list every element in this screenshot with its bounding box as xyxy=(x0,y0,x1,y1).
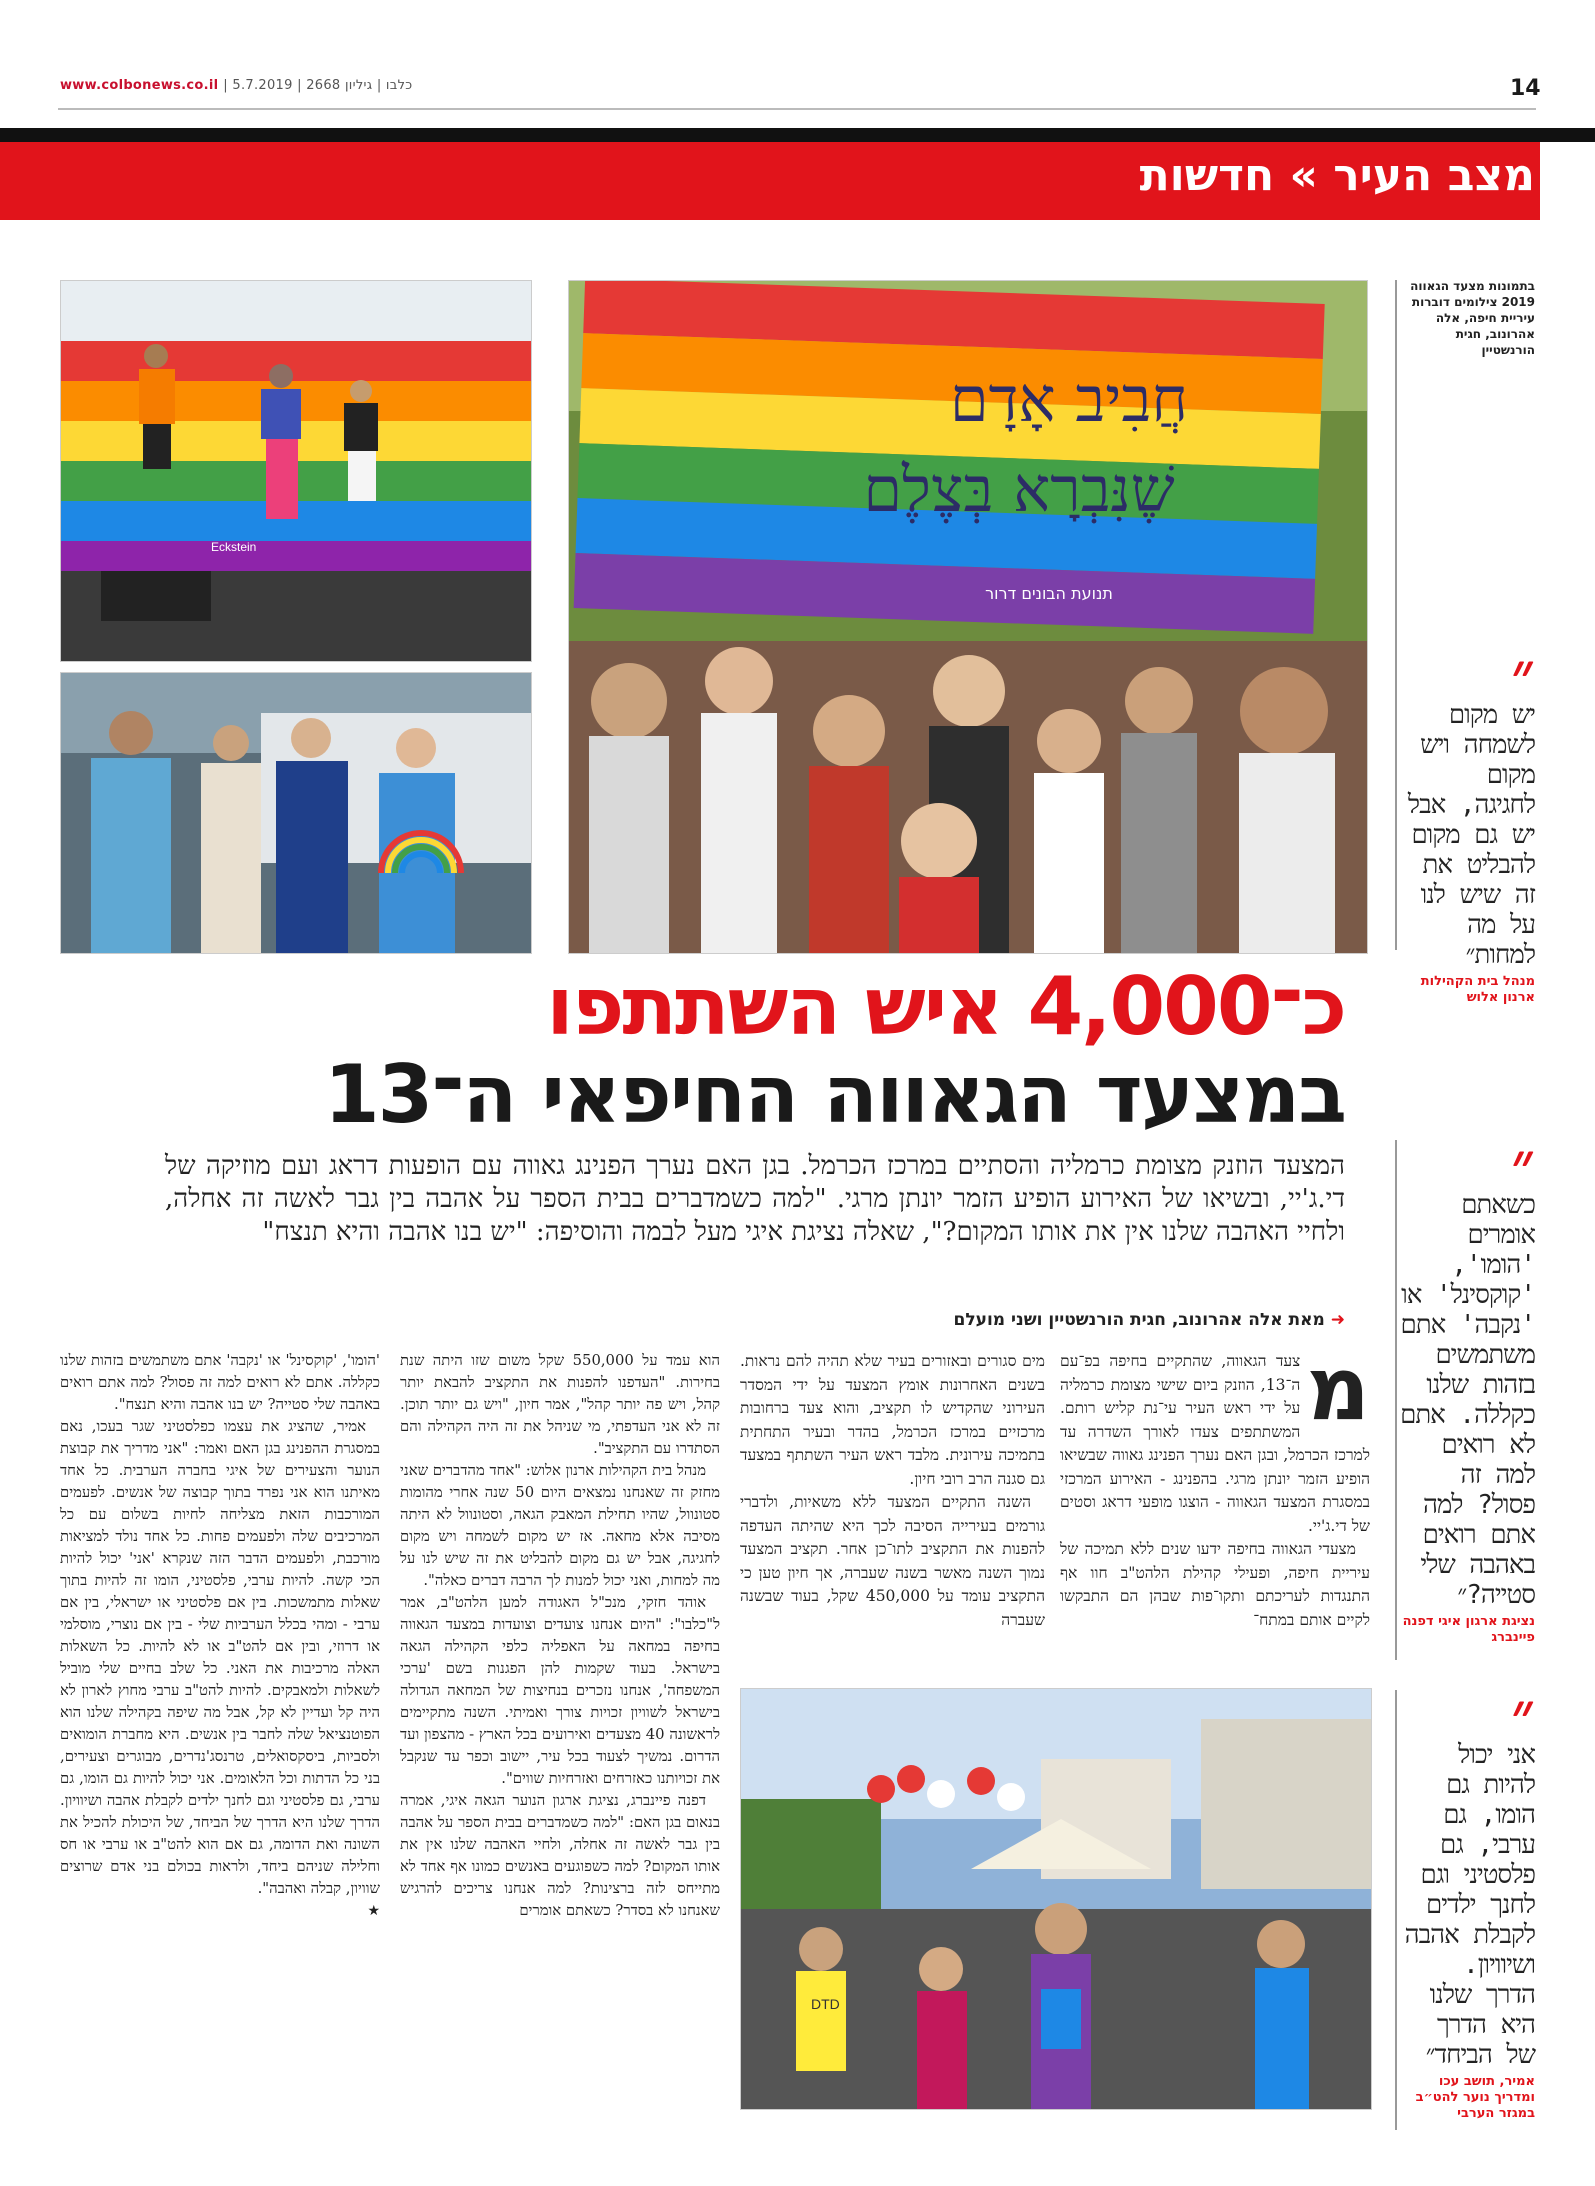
paragraph: מנהל בית הקהילות ארנון אלוש: "אחד מהדברים שאני מחזק זה שאנחנו נמצאים היום 50 שנה אחרי מהומות סטונוול, שהיו תחילת המאבק הגאה, וסטונוול לא היתה מסיבה אלא מחאה. אז יש מקום לשמחה ויש מקום לחגיגה, אבל יש גם מקום להבליט את זה שיש לנו על מה למחות, ואני יכול למנות לך הרבה דברים כאלה". xyxy=(400,1462,720,1589)
vest-tag: DTD xyxy=(811,1996,840,2012)
pull-quote-2 xyxy=(1400,1128,1535,1646)
site-url[interactable]: www.colbonews.co.il xyxy=(60,78,219,93)
quote-source: מנהל בית הקהילות ארנון אלוש xyxy=(1420,974,1535,1005)
end-mark-icon: ★ xyxy=(367,1903,380,1919)
page-number: 14 xyxy=(1510,76,1541,101)
header-rule xyxy=(58,108,1536,110)
pull-quote-1 xyxy=(1400,638,1535,1006)
drop-cap: מ xyxy=(1306,1337,1370,1440)
photo-credit: בתמונות מצעד הגאווה 2019 צילומים דוברות עיריית חיפה, אלה אהרונוב, חגית הורנשטיין xyxy=(1410,279,1535,357)
quote-mark-icon: ״ xyxy=(1511,1128,1535,1201)
quote-text: כשאתם אומרים 'הומו', 'קוקסינל' או 'נקבה' אתם משתמשים בזהות שלנו כקללה. אתם לא רואים למה זה פסול? למה אתם רואים באהבה שלי סטייה?״ xyxy=(1400,1190,1535,1610)
article-deck: המצעד הוזנק מצומת כרמליה והסתיים במרכז הכרמל. בגן האם נערך הפנינג גאווה עם הופעות דראג ועם מוזיקה של די.ג'יי, ובשיאו של האירוע הופיע הזמר יונתן מרגי. "למה כשמדברים בבית הספר על אהבה בין גבר לאשה זה אחלה, ולחיי האהבה שלנו אין את אותו המקום?", שאלה נציגת איגי מעל לבמה והוסיפה: "יש בנו אהבה והיא תנצח" xyxy=(165,1151,1345,1247)
quote-text: אני יכול להיות גם הומו, גם ערבי, גם פלסטיני וגם לחנך ילדים לקבלת אהבה ושיוויון. הדרך שלנו היא הדרך של הביחד״ xyxy=(1404,1740,1535,2070)
quote-mark-icon: ״ xyxy=(1511,1678,1535,1751)
paragraph: אמיר, שהציג את עצמו כפלסטיני שגר בעכו, נאם במסגרת ההפנינג בגן האם ואמר: "אני מדריך את קבוצת הנוער והצעירים של איגי בחברה הערבית. כל אחד מאיתנו הוא אני נפרד בתוך קבוצה של אנשים. לפעמים המורכבות הזאת מצליחה לחיות בשלום עם כל המרכיבים שלה ולפעמים פחות. כל אחד נולד למציאות מורכבת, ולפעמים הדבר הזה שנקרא 'אני' יכול להיות הכי קשה. להיות ערבי, פלסטיני, הומו זה להיות בתוך שאלות מתמשכות. בין אם פלסטיני או ישראלי, בין אם ערבי - ומהי בכלל הערביות שלי - בין אם נוצרי, מוסלמי או דרוזי, ובין אם להט"ב או לא להיות. כל השאלות האלה מרכיבות את האני. כל שלב בחיים שלי מוביל לשאלות ולמאבקים. להיות להט"ב ערבי מחוץ לארון לא היה קל ועדיין לא קל, אבל מה שיפה בקהילה שלנו הוא הפוטנציאל שלה לחבר בין אנשים. היא מחברת הומואים ולסביות, ביסקסואלים, טרנסג'נדרים, מבוגרים וצעירים, בני כל הדתות וכל הלאומים. אני יכול להיות גם הומו, גם ערבי, גם פלסטיני וגם לחנך ילדים לקבלת אהבה ושיוויון. הדרך שלנו היא הדרך של הביחד, של היכולת להכיל את השונה ואת הדומה, גם אם הוא להט"ב או ערבי או חס וחלילה שניהם ביחד, ולראות בכולם בני אדם שרוצים שוויון, קבלה ואהבה". xyxy=(60,1418,380,1897)
article-column-2 xyxy=(740,1350,1045,1632)
sidebar-rule xyxy=(1395,1690,1397,2130)
masthead-line xyxy=(60,78,412,93)
paragraph: אוהד חזקי, מנכ"ל האגודה למען הלהט"ב, אמר ל"כלבו": "היום אנחנו צועדים וצועדות במצעד הגאווה בחיפה במחאה על האפליה כלפי הקהילה הגאה בישראל. בעוד שקמות להן הפגנות בשם 'ערכי המשפחה', אנחנו נזכרים בנחיצות של המחאה הגדולה בישראל לשוויון זכויות צורך ואמיתי. השנה מתקיימים לראשונה 40 מצעדים ואירועים בכל הארץ - מהצפון ועד הדרום. נמשיך לצעוד בכל עיר, יישוב וכפר עד שנקבל את זכויותנו כאזרחים ואזרחיות שווים". xyxy=(400,1594,720,1787)
byline-prefix: מאת xyxy=(1288,1310,1325,1330)
byline-names: אלה אהרונוב, חגית הורנשטיין ושני מועלם xyxy=(953,1310,1283,1330)
article-column-4 xyxy=(60,1350,380,1922)
pull-quote-3 xyxy=(1400,1678,1535,2122)
paragraph: דפנה פיינברג, נציגת ארגון הנוער הגאה איגי, אמרה בנאום בגן האם: "למה כשמדברים בבית הספר על אהבה בין גבר לאשה זה אחלה, ולחיי האהבה שלנו אין את אותו המקום? למה כשפוגעים באנשים כמונו אף אחד לא מתייחס לזה ברצינות? למה אנחנו צריכים להרגיש שאנחנו לא בסדר? כשאתם אומרים xyxy=(400,1792,720,1919)
paragraph: מצעדי הגאווה בחיפה ידעו שנים ללא תמיכה של עיריית חיפה, ופעילי קהילת הלהט"ב חוו אף התנגדות לעריכתם ותקו־פות שבהן הם התבקשו לקיים אותם במתח־ xyxy=(1060,1540,1370,1629)
photo-speakers xyxy=(60,672,532,954)
paragraph: צעד הגאווה, שהתקיים בחיפה בפ־עם ה־13, הוזנק ביום שישי מצומת כרמליה על ידי ראש העיר עי־נת קליש רותם. המשתתפים צעדו לאורך השדרה עד למרכז הכרמל, ובגן האם נערך הפנינג גאווה שבשיאו הופיע הזמר יונתן מרגי. בהפנינג - האירוע המרכזי במסגרת המצעד הגאווה - הוצגו מופעי דראג וסטים של די.ג'יי. xyxy=(1060,1352,1370,1535)
quote-text: יש מקום לשמחה ויש מקום לחגיגה, אבל יש גם מקום להבליט את זה שיש לנו על מה למחות״ xyxy=(1407,700,1535,970)
arrow-left-icon: ➜ xyxy=(1330,1310,1345,1330)
section-title: מצב העיר » חדשות xyxy=(1139,150,1535,201)
photo-parade-street xyxy=(740,1688,1372,2110)
byline xyxy=(954,1310,1345,1330)
stage-sign: Eckstein xyxy=(211,540,257,554)
banner-text-2: שֶׁנִּבְרָא בְּצֶלֶם xyxy=(863,453,1175,526)
paragraph: הוא עמד על 550,000 שקל משום שזו היתה שנת בחירות. "העדפנו להפנות את התקציב להבאת יותר קהל, ויש פה יותר קהל", אמר חיון, "ויש גם יותר תוכן. זה לא אני העדפתי, מי שניהל את זה היה הקהילה והם הסתדרו עם התקציב". xyxy=(400,1352,720,1457)
article-column-1 xyxy=(1060,1337,1370,1632)
issue-info: | כלבו | גיליון 2668 | 5.7.2019 xyxy=(223,78,413,93)
photo-stage-dancers xyxy=(60,280,532,662)
article-column-3 xyxy=(400,1350,720,1922)
paragraph: מים סגורים ובאזורים בעיר שלא תהיה להם נראות. בשנים האחרונות אומץ המצעד על ידי המסדר העירוני שהקדיש לו תקציב, והוא צעד ברחובות מרכזיים במרכז הכרמל, בהדר ובעיר התחתית בתמיכה עירונית. מלבד ראש העיר השתתף במצעד גם סגנה הרב רובי חיון. xyxy=(740,1352,1045,1488)
sidebar-rule xyxy=(1395,1140,1397,1660)
banner-text-1: חֲבִיב אָדָם xyxy=(949,363,1189,436)
paragraph: 'הומו', 'קוקסינל' או 'נקבה' אתם משתמשים בזהות שלנו כקללה. אתם לא רואים למה זה פסול? למה אתם רואים באהבה שלי סטייה? יש בנו אהבה והיא תנצח". xyxy=(60,1352,380,1413)
quote-mark-icon: ״ xyxy=(1511,638,1535,711)
sidebar-rule xyxy=(1395,280,1397,950)
headline-line-1: כ־4,000 איש השתתפו xyxy=(546,960,1345,1053)
photo-banner-crowd xyxy=(568,280,1368,954)
section-band-top xyxy=(0,128,1595,142)
banner-footer: תנועת הבונים דרור xyxy=(985,584,1113,603)
paragraph: השנה התקיים המצעד ללא משאיות, ולדברי גורמים בעירייה הסיבה לכך היא שהיתה העדפה להפנות את התקציב לתו־כן אחר. תקציב המצעד נמוך השנה מאשר בשנה שעברה, אך חיון טען כי התקציב עומד על 450,000 שקל, בעוד שבשנה שעברה xyxy=(740,1493,1045,1629)
headline-line-2: במצעד הגאווה החיפאי ה־13 xyxy=(324,1048,1345,1141)
quote-source: אמיר, תושב עכו ומדריך נוער להט״ב במגזר הערבי xyxy=(1415,2074,1535,2121)
quote-source: נציגת ארגון איגי דפנה פיינברג xyxy=(1402,1614,1535,1645)
